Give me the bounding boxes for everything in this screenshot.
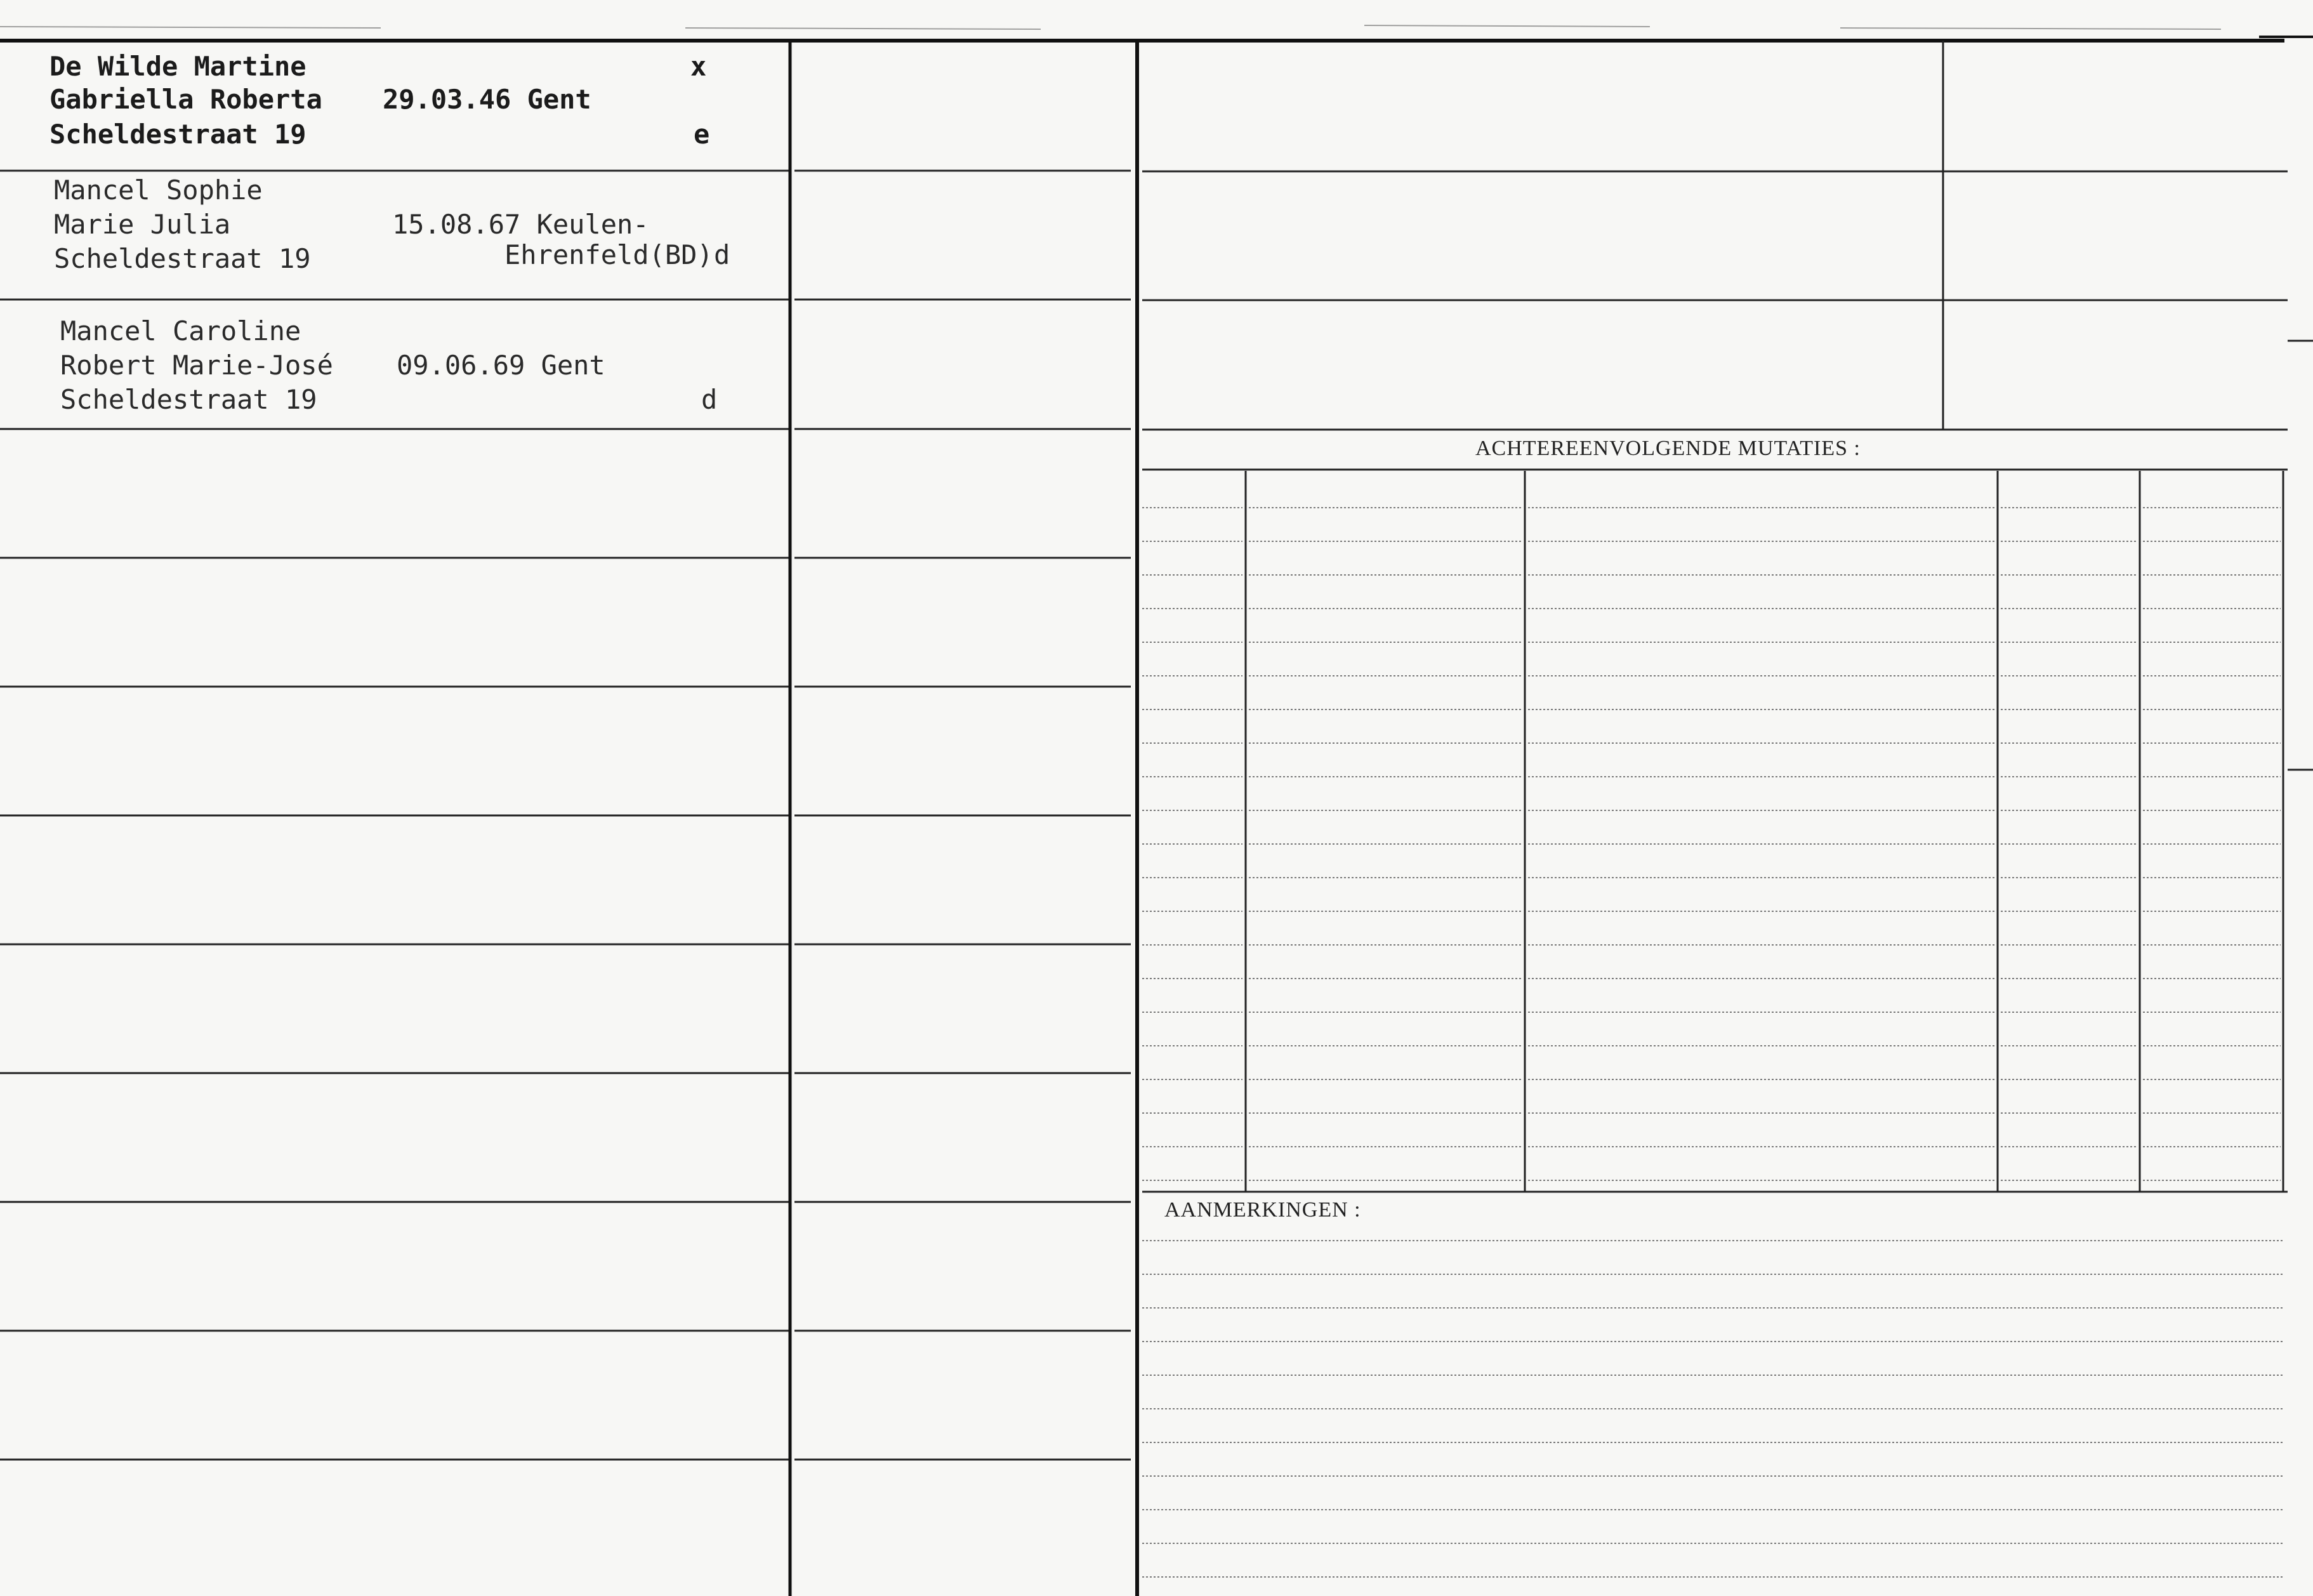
person-3-birth: 09.06.69 Gent xyxy=(397,350,605,381)
remarks-header: AANMERKINGEN : xyxy=(1164,1198,1361,1222)
person-1-name-line1: De Wilde Martine xyxy=(49,51,306,82)
person-1-name-line2: Gabriella Roberta xyxy=(49,84,322,115)
mutations-dotted-rows xyxy=(1142,508,2281,1180)
person-1-birth: 29.03.46 Gent xyxy=(383,84,591,115)
person-2-address: Scheldestraat 19 xyxy=(54,243,311,274)
remarks-dotted-rows xyxy=(1142,1241,2283,1577)
person-1-mark-bottom: e xyxy=(694,119,710,150)
mutations-header: ACHTEREENVOLGENDE MUTATIES : xyxy=(1475,437,1861,460)
person-2-name-line1: Mancel Sophie xyxy=(54,175,263,206)
person-3-mark-bottom: d xyxy=(701,384,718,415)
person-1-address: Scheldestraat 19 xyxy=(49,119,306,150)
person-2-mark-bottom: d xyxy=(714,239,730,270)
person-3-name-line1: Mancel Caroline xyxy=(60,315,301,346)
person-3-name-line2: Robert Marie-José xyxy=(60,350,333,381)
person-3-address: Scheldestraat 19 xyxy=(60,384,317,415)
person-2-birth: 15.08.67 Keulen- xyxy=(392,209,649,240)
person-2-birth-cont: Ehrenfeld(BD) xyxy=(504,239,713,270)
person-2-name-line2: Marie Julia xyxy=(54,209,231,240)
person-1-mark-top: x xyxy=(690,51,707,82)
mutations-grid-frame xyxy=(1142,470,2288,1192)
